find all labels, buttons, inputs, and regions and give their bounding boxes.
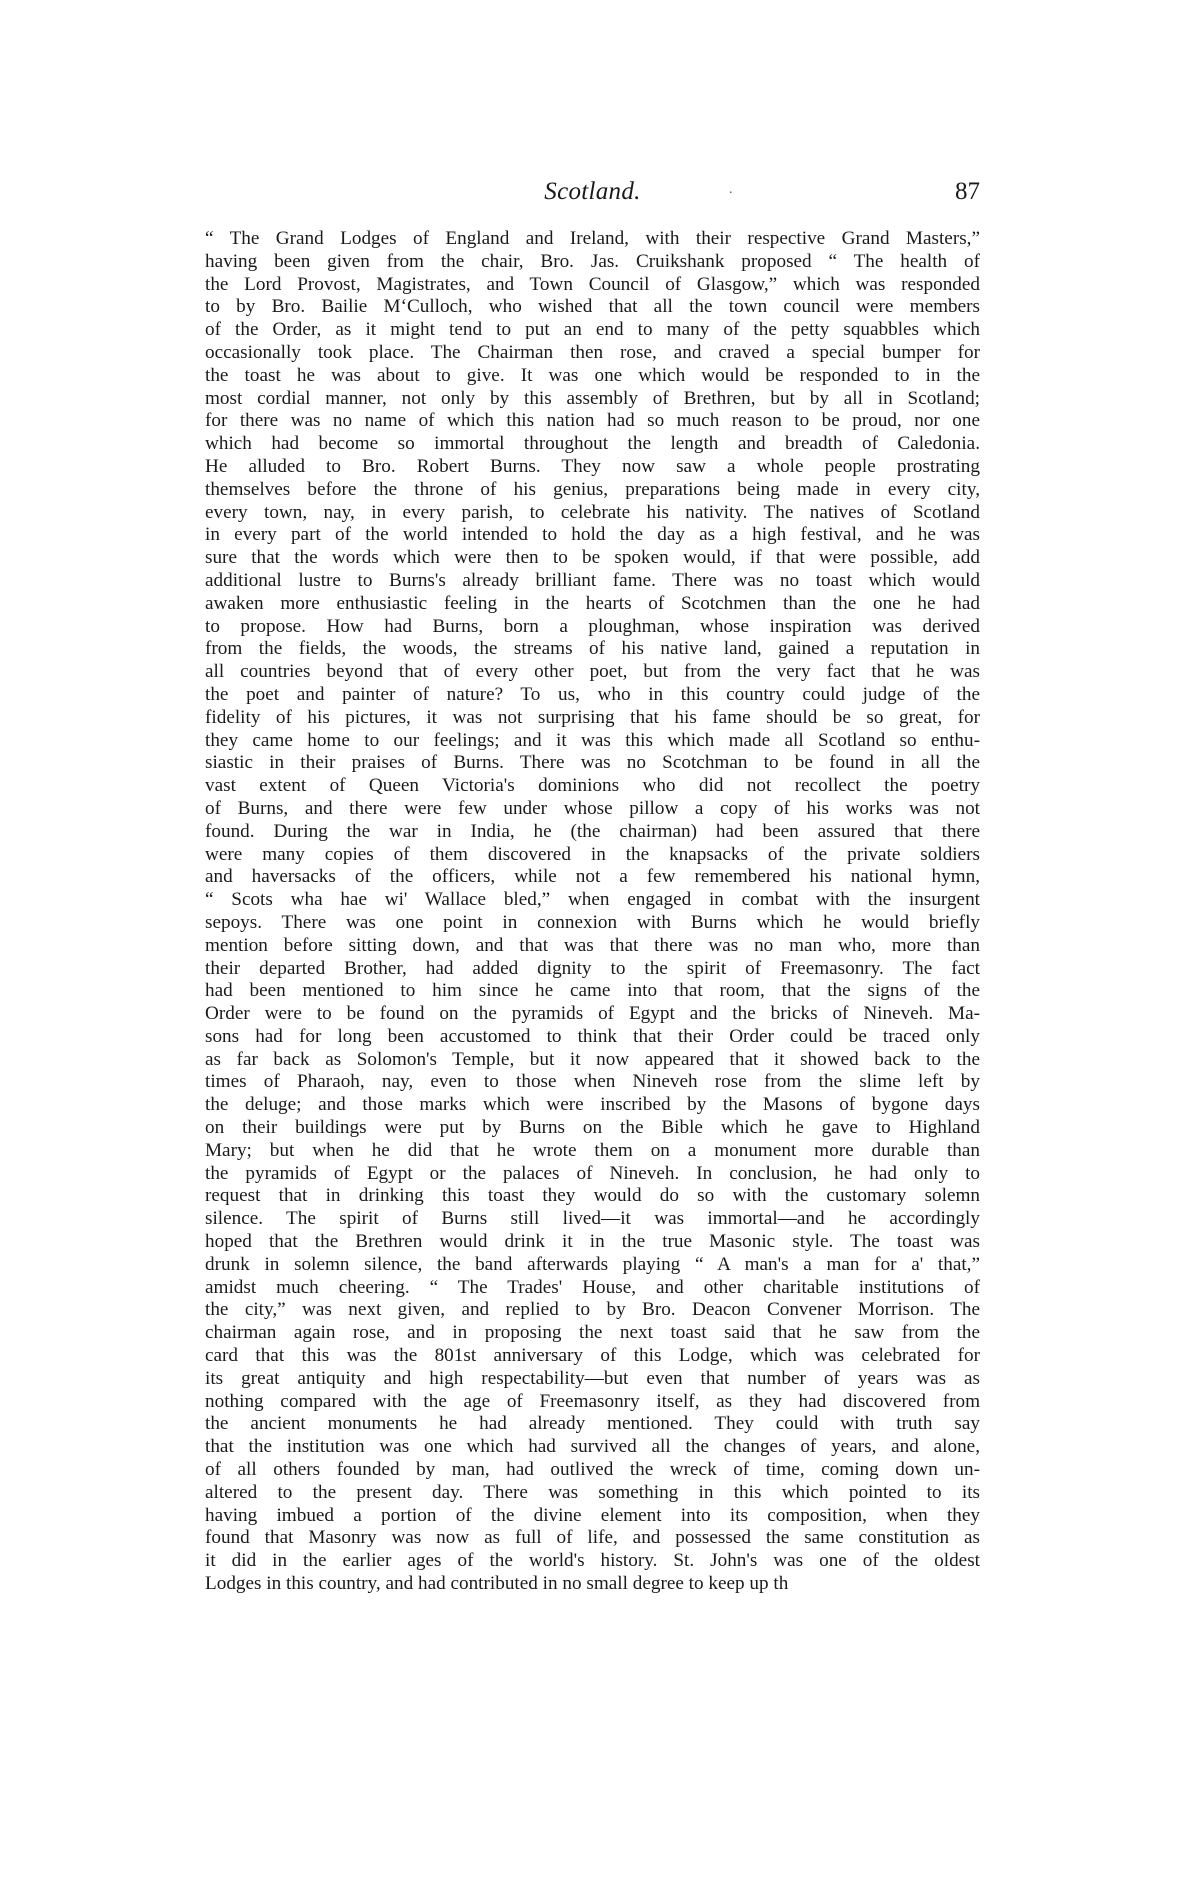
text-line: and haversacks of the officers, while not a few remembered his national hymn, [205, 866, 980, 888]
text-line: vast extent of Queen Victoria's dominions who did not recollect the poetry [205, 775, 980, 797]
text-line: which had become so immortal throughout the length and breadth of Caledonia. [205, 433, 980, 455]
text-line: themselves before the throne of his genius, preparations being made in every city, [205, 478, 980, 500]
body-text [205, 228, 980, 1596]
text-line: they came home to our feelings; and it was this which made all Scotland so enthu- [205, 729, 980, 751]
text-line: nothing compared with the age of Freemasonry itself, as they had discovered from [205, 1390, 980, 1412]
header-separator: . [729, 182, 733, 197]
text-line: found that Masonry was now as full of life, and possessed the same constitution as [205, 1527, 980, 1549]
text-line: occasionally took place. The Chairman then rose, and craved a special bumper for [205, 341, 980, 363]
text-line: found. During the war in India, he (the chairman) had been assured that there [205, 820, 980, 842]
text-line: as far back as Solomon's Temple, but it now appeared that it showed back to the [205, 1048, 980, 1070]
text-line: sepoys. There was one point in connexion with Burns which he would briefly [205, 911, 980, 933]
text-line: from the fields, the woods, the streams of his native land, gained a reputation in [205, 638, 980, 660]
text-line: request that in drinking this toast they would do so with the customary solemn [205, 1185, 980, 1207]
text-line: Mary; but when he did that he wrote them on a monument more durable than [205, 1139, 980, 1161]
text-line: their departed Brother, had added dignity to the spirit of Freemasonry. The fact [205, 957, 980, 979]
text-line: “ The Grand Lodges of England and Ireland, with their respective Grand Masters,” [205, 228, 980, 249]
text-line: having been given from the chair, Bro. Jas. Cruikshank proposed “ The health of [205, 250, 980, 272]
text-line: it did in the earlier ages of the world's history. St. John's was one of the oldest [205, 1550, 980, 1572]
text-line: altered to the present day. There was something in this which pointed to its [205, 1481, 980, 1503]
text-line: the poet and painter of nature? To us, who in this country could judge of the [205, 683, 980, 705]
text-line: times of Pharaoh, nay, even to those when Nineveh rose from the slime left by [205, 1071, 980, 1093]
text-line: fidelity of his pictures, it was not surprising that his fame should be so great, for [205, 706, 980, 728]
page-header [205, 178, 980, 218]
text-line: the ancient monuments he had already mentioned. They could with truth say [205, 1413, 980, 1435]
text-line: card that this was the 801st anniversary of this Lodge, which was celebrated for [205, 1345, 980, 1367]
text-line: hoped that the Brethren would drink it in the true Masonic style. The toast was [205, 1231, 980, 1253]
text-line: “ Scots wha hae wi' Wallace bled,” when engaged in combat with the insurgent [205, 889, 980, 911]
text-line: were many copies of them discovered in the knapsacks of the private soldiers [205, 843, 980, 865]
text-line: the pyramids of Egypt or the palaces of Nineveh. In conclusion, he had only to [205, 1162, 980, 1184]
text-line: for there was no name of which this nation had so much reason to be proud, nor one [205, 410, 980, 432]
text-line: silence. The spirit of Burns still lived—it was immortal—and he accordingly [205, 1208, 980, 1230]
text-line: its great antiquity and high respectability—but even that number of years was as [205, 1367, 980, 1389]
text-line: in every part of the world intended to hold the day as a high festival, and he was [205, 524, 980, 546]
text-line: additional lustre to Burns's already brilliant fame. There was no toast which would [205, 569, 980, 591]
text-line: the city,” was next given, and replied to by Bro. Deacon Convener Morrison. The [205, 1299, 980, 1321]
text-line: of Burns, and there were few under whose pillow a copy of his works was not [205, 797, 980, 819]
text-line: had been mentioned to him since he came into that room, that the signs of the [205, 980, 980, 1002]
text-line: the toast he was about to give. It was one which would be responded to in the [205, 364, 980, 386]
text-line: chairman again rose, and in proposing the next toast said that he saw from the [205, 1322, 980, 1344]
text-line: every town, nay, in every parish, to celebrate his nativity. The natives of Scotland [205, 501, 980, 523]
text-line: of the Order, as it might tend to put an end to many of the petty squabbles which [205, 319, 980, 341]
text-line: sons had for long been accustomed to think that their Order could be traced only [205, 1025, 980, 1047]
running-title: Scotland. [544, 178, 641, 205]
text-line: sure that the words which were then to be spoken would, if that were possible, add [205, 547, 980, 569]
text-line: having imbued a portion of the divine element into its composition, when they [205, 1504, 980, 1526]
text-line: amidst much cheering. “ The Trades' House, and other charitable institutions of [205, 1276, 980, 1298]
text-line: all countries beyond that of every other poet, but from the very fact that he was [205, 661, 980, 683]
text-line: awaken more enthusiastic feeling in the hearts of Scotchmen than the one he had [205, 592, 980, 614]
text-line: drunk in solemn silence, the band afterwards playing “ A man's a man for a' that,” [205, 1253, 980, 1275]
text-line: of all others founded by man, had outlived the wreck of time, coming down un- [205, 1459, 980, 1481]
text-line: mention before sitting down, and that was that there was no man who, more than [205, 934, 980, 956]
page-number: 87 [955, 178, 980, 205]
text-line: that the institution was one which had survived all the changes of years, and alone, [205, 1436, 980, 1458]
text-line: on their buildings were put by Burns on the Bible which he gave to Highland [205, 1117, 980, 1139]
text-line: siastic in their praises of Burns. There was no Scotchman to be found in all the [205, 752, 980, 774]
text-line: most cordial manner, not only by this assembly of Brethren, but by all in Scotland; [205, 387, 980, 409]
text-line: Order were to be found on the pyramids of Egypt and the bricks of Nineveh. Ma- [205, 1003, 980, 1025]
text-line: to by Bro. Bailie M‘Culloch, who wished that all the town council were members [205, 296, 980, 318]
text-line: He alluded to Bro. Robert Burns. They now saw a whole people prostrating [205, 455, 980, 477]
text-line: to propose. How had Burns, born a ploughman, whose inspiration was derived [205, 615, 980, 637]
text-line: the Lord Provost, Magistrates, and Town Council of Glasgow,” which was responded [205, 273, 980, 295]
text-line: the deluge; and those marks which were inscribed by the Masons of bygone days [205, 1094, 980, 1116]
text-line: Lodges in this country, and had contributed in no small degree to keep up th [205, 1573, 789, 1595]
